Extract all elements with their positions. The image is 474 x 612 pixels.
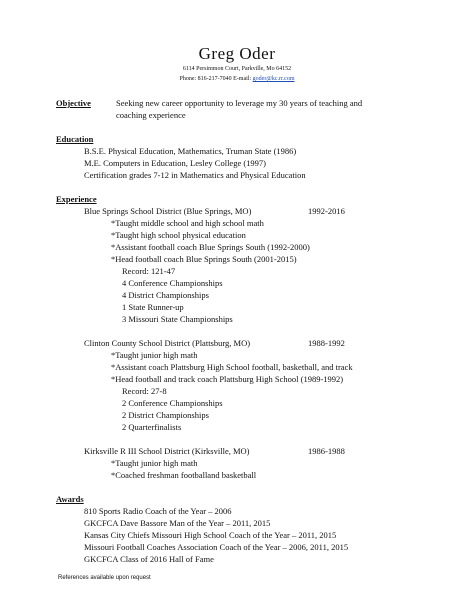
job-duty: *Assistant football coach Blue Springs South (1992-2000) (111, 242, 310, 252)
education-label: Education (56, 134, 94, 144)
job-duty: *Coached freshman footballand basketball (111, 470, 257, 480)
job-duty: *Taught middle school and high school math (111, 218, 264, 228)
award-item: 810 Sports Radio Coach of the Year – 2006 (84, 506, 232, 516)
contact-line (0, 76, 474, 82)
job-duty: *Head football coach Blue Springs South (2001-2015) (111, 254, 297, 264)
job-record-item: 3 Missouri State Championships (122, 314, 233, 324)
education-item: B.S.E. Physical Education, Mathematics, Truman State (1986) (84, 146, 297, 156)
job-employer: Kirksville R III School District (Kirksville, MO) (84, 446, 250, 456)
award-item: Missouri Football Coaches Association Coach of the Year – 2006, 2011, 2015 (84, 542, 349, 552)
job-duty: *Head football and track coach Plattsburg High School (1989-1992) (111, 374, 344, 384)
job-record-item: 4 Conference Championships (122, 278, 223, 288)
job-record-item: 1 State Runner-up (122, 302, 184, 312)
job-record-item: 2 Conference Championships (122, 398, 223, 408)
education-item: Certification grades 7-12 in Mathematics and Physical Education (84, 170, 306, 180)
experience-label: Experience (56, 194, 97, 204)
objective-line: coaching experience (116, 110, 186, 120)
phone-text: Phone: 816-217-7040 E-mail: (179, 76, 253, 82)
awards-label: Awards (56, 494, 84, 504)
job-employer: Clinton County School District (Plattsburg, MO) (84, 338, 251, 348)
job-record-item: 2 Quarterfinalists (122, 422, 182, 432)
job-record-item: Record: 121-47 (122, 266, 176, 276)
job-record-item: Record: 27-8 (122, 386, 167, 396)
job-years: 1986-1988 (308, 446, 345, 456)
job-years: 1988-1992 (308, 338, 345, 348)
job-duty: *Taught high school physical education (111, 230, 246, 240)
education-item: M.E. Computers in Education, Lesley College (1997) (84, 158, 267, 168)
job-employer: Blue Springs School District (Blue Springs, MO) (84, 206, 252, 216)
job-duty: *Taught junior high math (111, 350, 198, 360)
job-years: 1992-2016 (308, 206, 345, 216)
objective-line: Seeking new career opportunity to leverage my 30 years of teaching and (116, 98, 363, 108)
objective-label: Objective (56, 98, 91, 108)
references-note: References available upon request (58, 575, 151, 581)
job-duty: *Assistant coach Plattsburg High School football, basketball, and track (111, 362, 353, 372)
candidate-name: Greg Oder (198, 44, 276, 63)
award-item: GKCFCA Class of 2016 Hall of Fame (84, 554, 214, 564)
job-record-item: 4 District Championships (122, 290, 209, 300)
address-line: 6114 Persimmon Court, Parkville, Mo 64152 (182, 66, 292, 72)
job-record-item: 2 District Championships (122, 410, 209, 420)
email-link[interactable]: goder@kc.rr.com (252, 76, 295, 82)
award-item: GKCFCA Dave Bassore Man of the Year – 2011, 2015 (84, 518, 271, 528)
job-duty: *Taught junior high math (111, 458, 198, 468)
award-item: Kansas City Chiefs Missouri High School Coach of the Year – 2011, 2015 (84, 530, 337, 540)
